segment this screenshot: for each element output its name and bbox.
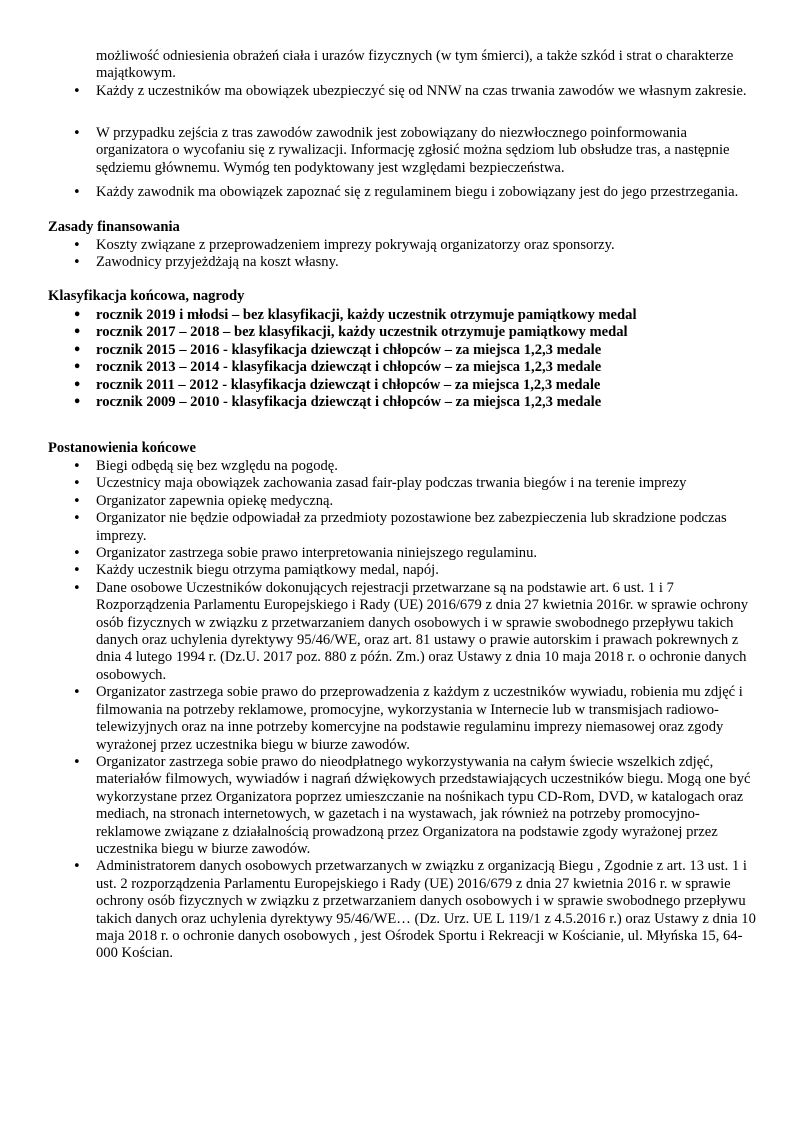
list-item: • rocznik 2015 – 2016 - klasyfikacja dziewcząt i chłopców – za miejsca 1,2,3 medale [96, 342, 756, 359]
list-item: • Dane osobowe Uczestników dokonujących rejestracji przetwarzane są na podstawie art. 6 ust. 1 i 7 Rozporządzenia Parlamentu Europejskiego i Rady (UE) 2016/679 z dnia 27 kwietnia 2016r. w sprawie ochrony osób fizycznych w związku z przetwarzaniem danych osobowych i w sprawie swobodnego przepływu takich danych oraz uchylenia dyrektywy 95/46/WE, oraz art. 81 ustawy o prawie autorskim i prawach pokrewnych z dnia 4 lutego 1994 r. (Dz.U. 2017 poz. 880 z późn. Zm.) oraz Ustawy z dnia 10 maja 2018 r. o ochronie danych osobowych. [96, 580, 756, 684]
list-item: • Uczestnicy maja obowiązek zachowania zasad fair-play podczas trwania biegów i na terenie imprezy [96, 475, 756, 492]
list-item: • Organizator zapewnia opiekę medyczną. [96, 493, 756, 510]
list-item: • Biegi odbędą się bez względu na pogodę. [96, 458, 756, 475]
financing-heading: Zasady finansowania [48, 219, 180, 235]
list-item: • Zawodnicy przyjeżdżają na koszt własny. [96, 254, 756, 271]
rules-list-item-3 [96, 184, 756, 201]
classification-heading: Klasyfikacja końcowa, nagrody [48, 288, 245, 304]
list-item: • Każdy zawodnik ma obowiązek zapoznać się z regulaminem biegu i zobowiązany jest do jego przestrzegania. [96, 184, 756, 201]
final-provisions-heading: Postanowienia końcowe [48, 440, 196, 456]
list-item: • rocznik 2011 – 2012 - klasyfikacja dziewcząt i chłopców – za miejsca 1,2,3 medale [96, 377, 756, 394]
final-provisions-list [96, 458, 756, 963]
list-item: • Każdy uczestnik biegu otrzyma pamiątkowy medal, napój. [96, 562, 756, 579]
list-item: • Koszty związane z przeprowadzeniem imprezy pokrywają organizatorzy oraz sponsorzy. [96, 237, 756, 254]
rules-list-item-1 [96, 83, 756, 100]
list-item: • rocznik 2019 i młodsi – bez klasyfikacji, każdy uczestnik otrzymuje pamiątkowy medal [96, 307, 756, 324]
list-item: • W przypadku zejścia z tras zawodów zawodnik jest zobowiązany do niezwłocznego poinformowania organizatora o wycofaniu się z rywalizacji. Informację zgłosić można sędziom lub obsłudze tras, a następnie sędziemu głównemu. Wymóg ten podyktowany jest względami bezpieczeństwa. [96, 125, 756, 177]
list-item: • rocznik 2013 – 2014 - klasyfikacja dziewcząt i chłopców – za miejsca 1,2,3 medale [96, 359, 756, 376]
list-item: • Organizator zastrzega sobie prawo do nieodpłatnego wykorzystywania na całym świecie wszelkich zdjęć, materiałów filmowych, wywiadów i nagrań dźwiękowych przedstawiających uczestników biegu. Mogą one być wykorzystane przez Organizatora poprzez umieszczanie na nośnikach typu CD-Rom, DVD, w katalogach oraz mediach, na stronach internetowych, w gazetach i na wystawach, jak również na potrzeby promocyjno-reklamowe związane z działalnością prowadzoną przez Organizatora na podstawie zgody wyrażonej przez uczestnika biegu w biurze zawodów. [96, 754, 756, 858]
list-item: • Organizator nie będzie odpowiadał za przedmioty pozostawione bez zabezpieczenia lub skradzione podczas imprezy. [96, 510, 756, 545]
list-item: • Organizator zastrzega sobie prawo do przeprowadzenia z każdym z uczestników wywiadu, robienia mu zdjęć i filmowania na potrzeby reklamowe, promocyjne, wykorzystania w Internecie lub w transmisjach radiowo-telewizyjnych oraz na inne potrzeby komercyjne na podstawie regulaminu imprezy niemasowej oraz zgody wyrażonej przez uczestnika biegu w biurze zawodów. [96, 684, 756, 754]
list-item: • rocznik 2009 – 2010 - klasyfikacja dziewcząt i chłopców – za miejsca 1,2,3 medale [96, 394, 756, 411]
list-item: • Organizator zastrzega sobie prawo interpretowania niniejszego regulaminu. [96, 545, 756, 562]
list-item: • rocznik 2017 – 2018 – bez klasyfikacji, każdy uczestnik otrzymuje pamiątkowy medal [96, 324, 756, 341]
list-item: • Administratorem danych osobowych przetwarzanych w związku z organizacją Biegu , Zgodnie z art. 13 ust. 1 i ust. 2 rozporządzenia Parlamentu Europejskiego i Rady (UE) 2016/679 z dnia 27 kwietnia 2016 r. w sprawie ochrony osób fizycznych w związku z przetwarzaniem danych osobowych i w sprawie swobodnego przepływu takich danych oraz uchylenia dyrektywy 95/46/WE… (Dz. Urz. UE L 119/1 z 4.5.2016 r.) oraz Ustawy z dnia 10 maja 2018 r. o ochronie danych osobowych , jest Ośrodek Sportu i Rekreacji w Kościanie, ul. Młyńska 15, 64-000 Kościan. [96, 858, 756, 962]
classification-list [96, 307, 756, 411]
financing-list [96, 237, 756, 272]
intro-continuation: możliwość odniesienia obrażeń ciała i urazów fizycznych (w tym śmierci), a także szkód i strat o charakterze majątkowym. [96, 48, 734, 82]
list-item: • Każdy z uczestników ma obowiązek ubezpieczyć się od NNW na czas trwania zawodów we własnym zakresie. [96, 83, 756, 100]
rules-list-item-2 [96, 125, 756, 177]
